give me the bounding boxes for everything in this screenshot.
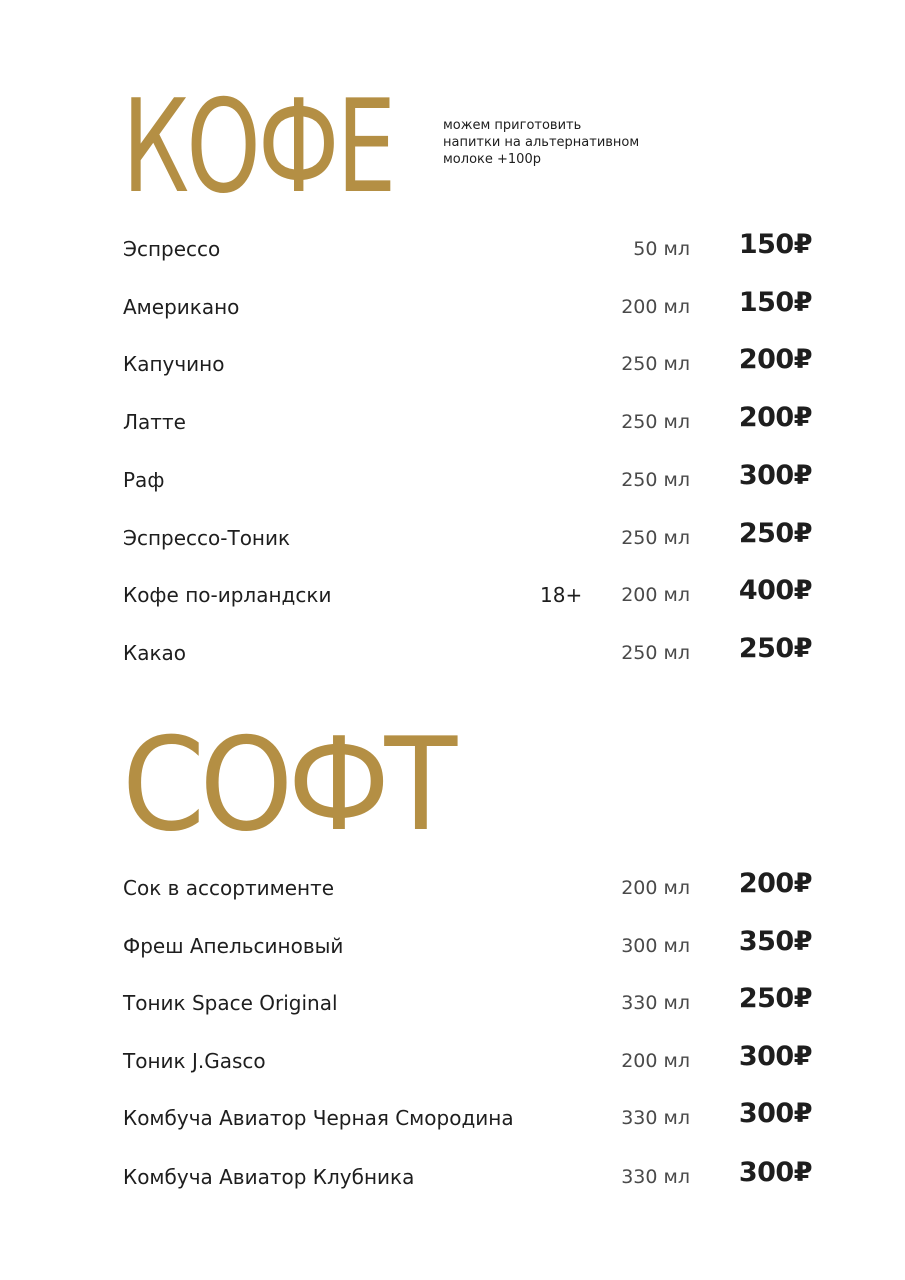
item-volume: 200 мл: [621, 296, 690, 318]
item-volume: 50 мл: [633, 238, 690, 260]
item-volume: 200 мл: [621, 877, 690, 899]
item-price: 200₽: [738, 344, 812, 375]
item-price: 350₽: [738, 926, 812, 957]
item-price: 250₽: [738, 518, 812, 549]
menu-item: [0, 287, 905, 327]
alternative-milk-note: [443, 117, 673, 168]
menu-item: [0, 983, 905, 1023]
menu-item: [0, 229, 905, 269]
item-volume: 330 мл: [621, 1107, 690, 1129]
item-volume: 250 мл: [621, 469, 690, 491]
menu-item: [0, 868, 905, 908]
item-volume: 250 мл: [621, 527, 690, 549]
menu-item: [0, 1157, 905, 1197]
item-price: 300₽: [738, 1041, 812, 1072]
note-line: молоке +100р: [443, 152, 541, 167]
item-volume: 250 мл: [621, 411, 690, 433]
item-name: Капучино: [123, 352, 225, 376]
item-name: Эспрессо: [123, 237, 221, 261]
item-name: Американо: [123, 295, 240, 319]
item-volume: 330 мл: [621, 1166, 690, 1188]
item-name: Эспрессо-Тоник: [123, 526, 291, 550]
menu-item: [0, 633, 905, 673]
menu-item: [0, 518, 905, 558]
item-price: 150₽: [738, 287, 812, 318]
item-volume: 250 мл: [621, 642, 690, 664]
menu-item: [0, 1098, 905, 1138]
item-price: 200₽: [738, 402, 812, 433]
menu-item: [0, 402, 905, 442]
item-price: 400₽: [738, 575, 812, 606]
menu-item: [0, 575, 905, 615]
item-name: Кофе по-ирландски: [123, 583, 332, 607]
item-name: Комбуча Авиатор Черная Смородина: [123, 1106, 514, 1130]
item-name: Латте: [123, 410, 186, 434]
item-price: 200₽: [738, 868, 812, 899]
age-restriction-badge: 18+: [540, 583, 583, 607]
item-price: 300₽: [738, 460, 812, 491]
item-name: Раф: [123, 468, 165, 492]
menu-item: [0, 460, 905, 500]
item-price: 250₽: [738, 983, 812, 1014]
item-name: Тоник J.Gasco: [123, 1049, 266, 1073]
item-volume: 300 мл: [621, 935, 690, 957]
menu-item: [0, 926, 905, 966]
item-volume: 330 мл: [621, 992, 690, 1014]
menu-item: [0, 344, 905, 384]
item-price: 250₽: [738, 633, 812, 664]
item-name: Фреш Апельсиновый: [123, 934, 344, 958]
menu-item: [0, 1041, 905, 1081]
item-price: 300₽: [738, 1157, 812, 1188]
note-line: напитки на альтернативном: [443, 135, 640, 150]
item-volume: 250 мл: [621, 353, 690, 375]
item-volume: 200 мл: [621, 1050, 690, 1072]
item-price: 300₽: [738, 1098, 812, 1129]
soft-drinks-section-title: СОФТ: [122, 711, 452, 860]
coffee-section-title: КОФЕ: [122, 73, 394, 222]
note-line: можем приготовить: [443, 118, 582, 133]
item-price: 150₽: [738, 229, 812, 260]
item-name: Сок в ассортименте: [123, 876, 335, 900]
item-volume: 200 мл: [621, 584, 690, 606]
item-name: Какао: [123, 641, 187, 665]
item-name: Комбуча Авиатор Клубника: [123, 1165, 415, 1189]
item-name: Тоник Space Original: [123, 991, 338, 1015]
